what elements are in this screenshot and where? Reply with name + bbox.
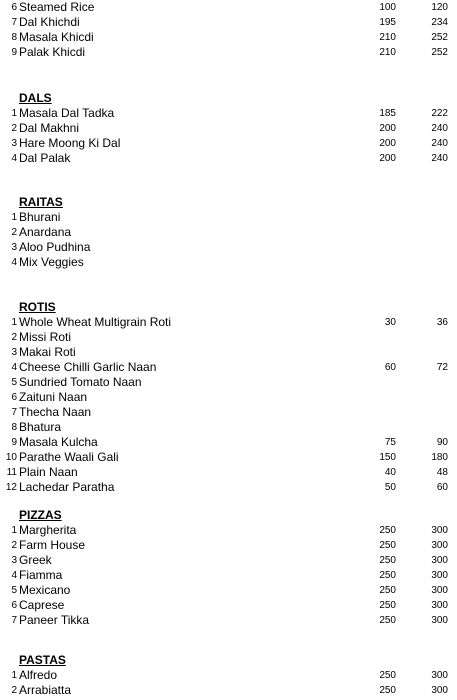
menu-item-row bbox=[0, 583, 457, 598]
item-price-full: 222 bbox=[431, 108, 448, 119]
item-name: Lachedar Paratha bbox=[19, 480, 115, 494]
item-price-full: 36 bbox=[436, 317, 448, 328]
item-name: Plain Naan bbox=[19, 465, 78, 479]
menu-item-row bbox=[0, 330, 457, 345]
item-price-full: 252 bbox=[431, 32, 448, 43]
item-number: 6 bbox=[11, 600, 17, 611]
item-number: 1 bbox=[11, 212, 17, 223]
item-price-half: 250 bbox=[379, 685, 396, 696]
item-price-full: 300 bbox=[431, 670, 448, 681]
item-number: 3 bbox=[11, 242, 17, 253]
item-name: Margherita bbox=[19, 523, 77, 537]
item-price-full: 240 bbox=[431, 123, 448, 134]
item-price-half: 250 bbox=[379, 555, 396, 566]
item-number: 2 bbox=[11, 540, 17, 551]
item-price-full: 240 bbox=[431, 153, 448, 164]
item-price-half: 210 bbox=[379, 32, 396, 43]
item-price-half: 30 bbox=[384, 317, 396, 328]
item-number: 4 bbox=[11, 570, 17, 581]
item-price-half: 250 bbox=[379, 525, 396, 536]
item-price-full: 300 bbox=[431, 615, 448, 626]
item-price-half: 250 bbox=[379, 670, 396, 681]
item-number: 4 bbox=[11, 257, 17, 268]
item-price-full: 240 bbox=[431, 138, 448, 149]
section-heading-rotis: ROTIS bbox=[19, 300, 56, 314]
item-name: Paneer Tikka bbox=[19, 613, 90, 627]
item-number: 8 bbox=[11, 422, 17, 433]
item-price-half: 50 bbox=[384, 482, 396, 493]
item-price-half: 60 bbox=[384, 362, 396, 373]
item-name: Mexicano bbox=[19, 583, 71, 597]
item-number: 10 bbox=[5, 452, 17, 463]
menu-item-row bbox=[0, 450, 457, 465]
menu-item-row bbox=[0, 136, 457, 151]
item-name: Masala Kulcha bbox=[19, 435, 98, 449]
item-name: Dal Khichdi bbox=[19, 15, 80, 29]
item-number: 3 bbox=[11, 555, 17, 566]
item-price-full: 180 bbox=[431, 452, 448, 463]
item-number: 7 bbox=[11, 615, 17, 626]
item-price-full: 72 bbox=[436, 362, 448, 373]
menu-item-row bbox=[0, 106, 457, 121]
section-heading-pastas: PASTAS bbox=[19, 653, 66, 667]
item-number: 7 bbox=[11, 17, 17, 28]
menu-item-row bbox=[0, 0, 457, 15]
item-number: 9 bbox=[11, 47, 17, 58]
menu-item-row bbox=[0, 435, 457, 450]
item-price-full: 300 bbox=[431, 570, 448, 581]
item-number: 11 bbox=[6, 467, 17, 478]
item-price-full: 300 bbox=[431, 600, 448, 611]
item-name: Sundried Tomato Naan bbox=[19, 375, 142, 389]
menu-item-row bbox=[0, 225, 457, 240]
item-name: Anardana bbox=[19, 225, 72, 239]
item-number: 12 bbox=[5, 482, 17, 493]
item-price-half: 195 bbox=[379, 17, 396, 28]
item-number: 2 bbox=[11, 332, 17, 343]
item-name: Caprese bbox=[19, 598, 65, 612]
item-price-full: 120 bbox=[431, 2, 448, 13]
item-number: 1 bbox=[11, 108, 17, 119]
menu-item-row bbox=[0, 523, 457, 538]
item-number: 5 bbox=[11, 585, 17, 596]
menu-item-row bbox=[0, 255, 457, 270]
menu-item-row bbox=[0, 420, 457, 435]
item-name: Dal Makhni bbox=[19, 121, 80, 135]
item-name: Bhatura bbox=[19, 420, 62, 434]
item-price-full: 300 bbox=[431, 585, 448, 596]
item-number: 2 bbox=[11, 227, 17, 238]
menu-item-row bbox=[0, 568, 457, 583]
menu-item-row bbox=[0, 375, 457, 390]
item-price-half: 250 bbox=[379, 600, 396, 611]
menu-item-row bbox=[0, 210, 457, 225]
item-price-full: 300 bbox=[431, 525, 448, 536]
item-price-half: 40 bbox=[384, 467, 396, 478]
item-price-full: 300 bbox=[431, 540, 448, 551]
menu-item-row bbox=[0, 15, 457, 30]
item-price-full: 90 bbox=[436, 437, 448, 448]
menu-item-row bbox=[0, 30, 457, 45]
item-price-half: 200 bbox=[379, 153, 396, 164]
item-name: Masala Dal Tadka bbox=[19, 106, 115, 120]
menu-item-row bbox=[0, 240, 457, 255]
menu-item-row bbox=[0, 613, 457, 628]
menu-item-row bbox=[0, 683, 457, 698]
item-price-full: 300 bbox=[431, 555, 448, 566]
item-number: 1 bbox=[11, 670, 17, 681]
item-price-half: 250 bbox=[379, 570, 396, 581]
item-name: Dal Palak bbox=[19, 151, 71, 165]
item-name: Farm House bbox=[19, 538, 86, 552]
menu-item-row bbox=[0, 553, 457, 568]
item-price-half: 200 bbox=[379, 138, 396, 149]
menu-item-row bbox=[0, 405, 457, 420]
item-number: 4 bbox=[11, 153, 17, 164]
item-price-half: 250 bbox=[379, 540, 396, 551]
item-name: Greek bbox=[19, 553, 52, 567]
item-number: 8 bbox=[11, 32, 17, 43]
item-price-full: 300 bbox=[431, 685, 448, 696]
section-heading-raitas: RAITAS bbox=[19, 195, 63, 209]
section-heading-pizzas: PIZZAS bbox=[19, 508, 62, 522]
item-price-half: 250 bbox=[379, 615, 396, 626]
item-name: Bhurani bbox=[19, 210, 61, 224]
item-price-half: 75 bbox=[384, 437, 396, 448]
menu-item-row bbox=[0, 668, 457, 683]
menu-item-row bbox=[0, 538, 457, 553]
menu-item-row bbox=[0, 480, 457, 495]
item-number: 5 bbox=[11, 377, 17, 388]
item-name: Aloo Pudhina bbox=[19, 240, 91, 254]
menu-item-row bbox=[0, 390, 457, 405]
item-number: 3 bbox=[11, 347, 17, 358]
item-name: Steamed Rice bbox=[19, 0, 95, 14]
item-price-half: 210 bbox=[379, 47, 396, 58]
item-price-half: 100 bbox=[379, 2, 396, 13]
section-heading-dals: DALS bbox=[19, 91, 52, 105]
item-number: 2 bbox=[11, 123, 17, 134]
item-price-half: 250 bbox=[379, 585, 396, 596]
item-name: Whole Wheat Multigrain Roti bbox=[19, 315, 172, 329]
item-name: Hare Moong Ki Dal bbox=[19, 136, 121, 150]
item-name: Parathe Waali Gali bbox=[19, 450, 119, 464]
menu-item-row bbox=[0, 45, 457, 60]
item-name: Thecha Naan bbox=[19, 405, 92, 419]
item-price-half: 150 bbox=[379, 452, 396, 463]
item-name: Alfredo bbox=[19, 668, 58, 682]
item-name: Fiamma bbox=[19, 568, 63, 582]
menu-item-row bbox=[0, 151, 457, 166]
item-number: 1 bbox=[11, 525, 17, 536]
menu-item-row bbox=[0, 598, 457, 613]
item-name: Masala Khicdi bbox=[19, 30, 94, 44]
item-number: 9 bbox=[11, 437, 17, 448]
item-number: 6 bbox=[11, 2, 17, 13]
item-price-half: 185 bbox=[379, 108, 396, 119]
item-price-full: 48 bbox=[436, 467, 448, 478]
item-name: Makai Roti bbox=[19, 345, 76, 359]
item-name: Zaituni Naan bbox=[19, 390, 88, 404]
item-number: 7 bbox=[11, 407, 17, 418]
item-number: 2 bbox=[11, 685, 17, 696]
item-name: Mix Veggies bbox=[19, 255, 84, 269]
menu-item-row bbox=[0, 465, 457, 480]
item-name: Missi Roti bbox=[19, 330, 72, 344]
item-name: Cheese Chilli Garlic Naan bbox=[19, 360, 157, 374]
item-price-half: 200 bbox=[379, 123, 396, 134]
item-price-full: 252 bbox=[431, 47, 448, 58]
menu-item-row bbox=[0, 121, 457, 136]
item-number: 3 bbox=[11, 138, 17, 149]
item-name: Arrabiatta bbox=[19, 683, 72, 697]
menu-item-row bbox=[0, 360, 457, 375]
item-number: 4 bbox=[11, 362, 17, 373]
menu-item-row bbox=[0, 315, 457, 330]
item-name: Palak Khicdi bbox=[19, 45, 86, 59]
item-number: 1 bbox=[11, 317, 17, 328]
item-number: 6 bbox=[11, 392, 17, 403]
item-price-full: 234 bbox=[431, 17, 448, 28]
menu-item-row bbox=[0, 345, 457, 360]
item-price-full: 60 bbox=[436, 482, 448, 493]
